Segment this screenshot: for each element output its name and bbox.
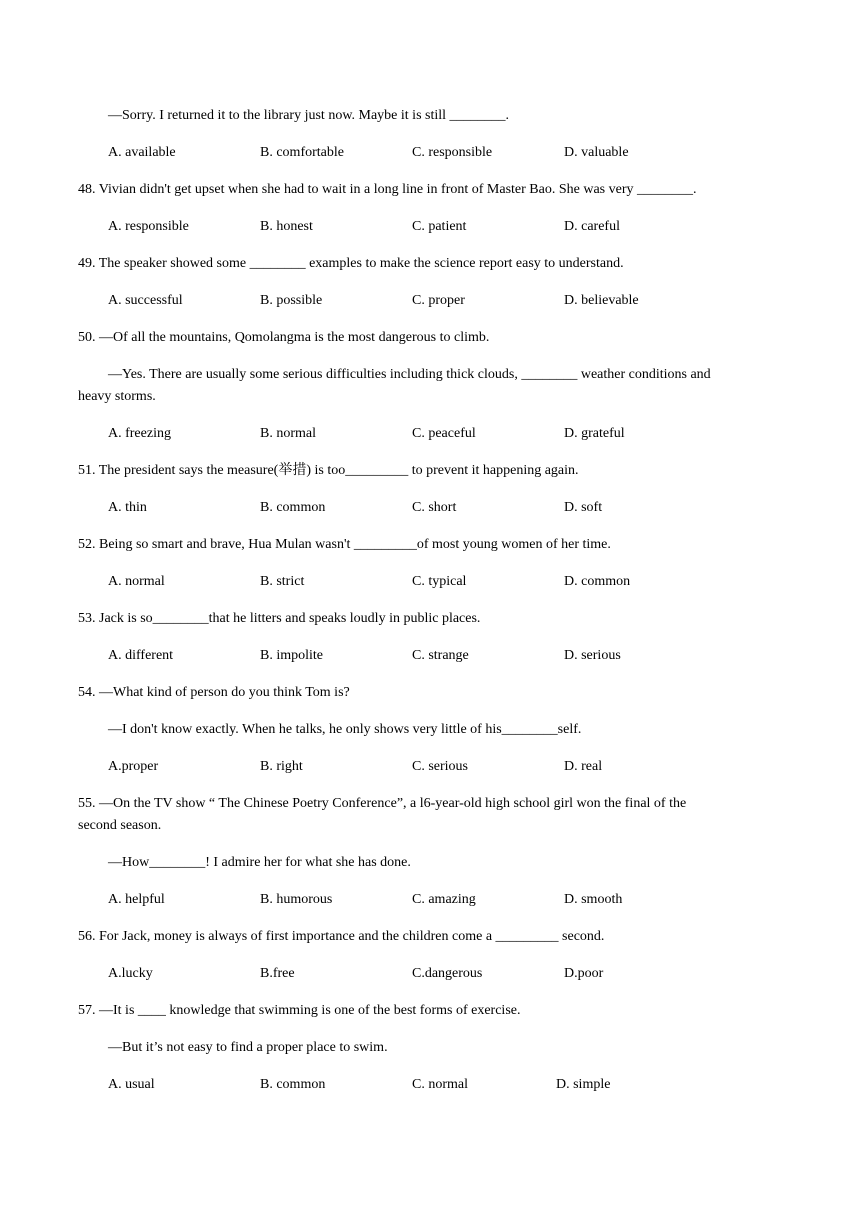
q53-option-d: D. serious	[564, 648, 621, 663]
q47-option-c: C. responsible	[412, 145, 493, 160]
q52-stem: 52. Being so smart and brave, Hua Mulan wasn't _________of most young women of her time.	[78, 537, 611, 552]
q55-reply: —How________! I admire her for what she has done.	[108, 855, 411, 870]
q50-reply-line-1: —Yes. There are usually some serious difficulties including thick clouds, ________ weather conditions and	[108, 367, 711, 382]
q54-reply: —I don't know exactly. When he talks, he only shows very little of his________self.	[108, 722, 582, 737]
q48-option-b: B. honest	[260, 219, 313, 234]
q50-reply-line-2: heavy storms.	[78, 389, 156, 404]
q47-option-a: A. available	[108, 145, 176, 160]
q50-option-d: D. grateful	[564, 426, 625, 441]
q48-stem: 48. Vivian didn't get upset when she had to wait in a long line in front of Master Bao. She was very ________.	[78, 182, 697, 197]
q54-option-a: A.proper	[108, 759, 159, 774]
q56-option-c: C.dangerous	[412, 966, 483, 981]
q50-option-b: B. normal	[260, 426, 316, 441]
q54-stem: 54. —What kind of person do you think Tom is?	[78, 685, 350, 700]
q52-option-a: A. normal	[108, 574, 165, 589]
q57-reply: —But it’s not easy to find a proper place to swim.	[108, 1040, 388, 1055]
q55-option-d: D. smooth	[564, 892, 623, 907]
q50-stem: 50. —Of all the mountains, Qomolangma is the most dangerous to climb.	[78, 330, 490, 345]
q54-option-b: B. right	[260, 759, 303, 774]
q52-option-c: C. typical	[412, 574, 467, 589]
q53-option-c: C. strange	[412, 648, 469, 663]
q57-option-c: C. normal	[412, 1077, 468, 1092]
q57-option-d: D. simple	[556, 1077, 611, 1092]
q48-option-d: D. careful	[564, 219, 620, 234]
q56-option-b: B.free	[260, 966, 295, 981]
q49-stem: 49. The speaker showed some ________ examples to make the science report easy to understand.	[78, 256, 624, 271]
q55-option-c: C. amazing	[412, 892, 476, 907]
q48-option-a: A. responsible	[108, 219, 189, 234]
q49-option-c: C. proper	[412, 293, 465, 308]
q55-stem-line-1: 55. —On the TV show “ The Chinese Poetry Conference”, a l6-year-old high school girl won the final of the	[78, 796, 687, 811]
q52-option-b: B. strict	[260, 574, 305, 589]
q56-option-d: D.poor	[564, 966, 604, 981]
q53-stem: 53. Jack is so________that he litters and speaks loudly in public places.	[78, 611, 481, 626]
q57-option-b: B. common	[260, 1077, 326, 1092]
q54-option-d: D. real	[564, 759, 603, 774]
q50-option-a: A. freezing	[108, 426, 171, 441]
q54-option-c: C. serious	[412, 759, 468, 774]
q47-option-b: B. comfortable	[260, 145, 344, 160]
q56-stem: 56. For Jack, money is always of first importance and the children come a _________ second.	[78, 929, 605, 944]
q49-option-a: A. successful	[108, 293, 183, 308]
q53-option-b: B. impolite	[260, 648, 323, 663]
q51-option-d: D. soft	[564, 500, 603, 515]
q57-stem: 57. —It is ____ knowledge that swimming is one of the best forms of exercise.	[78, 1003, 521, 1018]
q55-stem-line-2: second season.	[78, 818, 162, 833]
q47-reply: —Sorry. I returned it to the library just now. Maybe it is still ________.	[108, 108, 510, 123]
q52-option-d: D. common	[564, 574, 631, 589]
q55-option-b: B. humorous	[260, 892, 333, 907]
q51-option-c: C. short	[412, 500, 457, 515]
q55-option-a: A. helpful	[108, 892, 165, 907]
q47-option-d: D. valuable	[564, 145, 629, 160]
q56-option-a: A.lucky	[108, 966, 153, 981]
q51-stem: 51. The president says the measure(举措) is too_________ to prevent it happening again.	[78, 463, 579, 478]
q49-option-b: B. possible	[260, 293, 323, 308]
q48-option-c: C. patient	[412, 219, 467, 234]
q49-option-d: D. believable	[564, 293, 639, 308]
q53-option-a: A. different	[108, 648, 174, 663]
q51-option-a: A. thin	[108, 500, 147, 515]
q57-option-a: A. usual	[108, 1077, 155, 1092]
q51-option-b: B. common	[260, 500, 326, 515]
q50-option-c: C. peaceful	[412, 426, 476, 441]
